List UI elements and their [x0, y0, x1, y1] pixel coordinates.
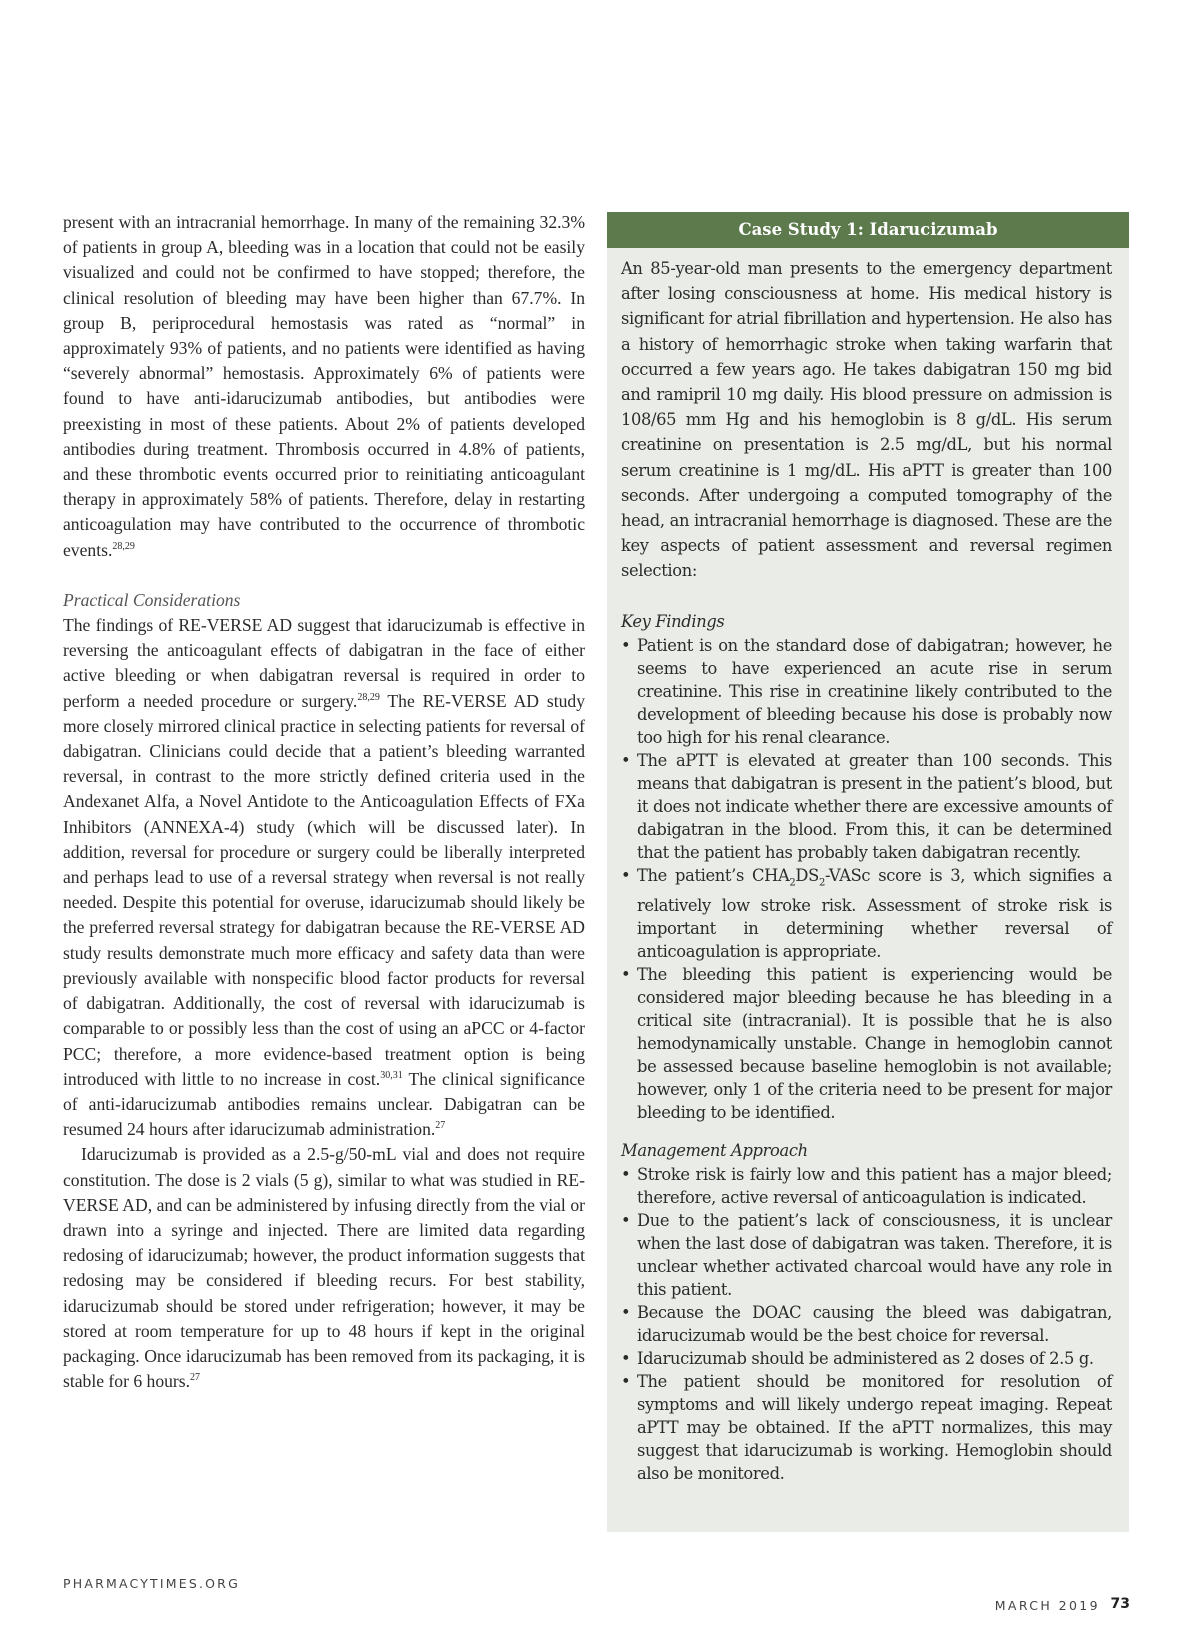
footer-issue: [995, 1598, 1100, 1613]
case-study-box: [607, 212, 1129, 1532]
key-findings-list: [621, 634, 1112, 1124]
bullet-icon: •: [621, 1303, 631, 1323]
paragraph-2-text-c: The clinical significance of anti-idarucizumab antibodies remains unclear. Dabigatran can be resumed 24 hours after idarucizumab administration.: [63, 1068, 585, 1140]
citation-ref: 28,29: [112, 540, 135, 552]
bullet-icon: •: [621, 865, 631, 885]
list-item: [621, 1370, 1112, 1485]
case-study-title: Case Study 1: Idarucizumab: [607, 212, 1129, 248]
list-item-text: DS: [795, 865, 819, 885]
list-item-text: The bleeding this patient is experiencing would be considered major bleeding because he has bleeding in a critical site (intracranial). It is possible that he is also hemodynamically unstable. Change in hemoglobin cannot be assessed because baseline hemoglobin is not available; however, only 1 of the criteria need to be present for major bleeding to be identified.: [637, 965, 1112, 1123]
paragraph-2: [63, 613, 585, 1142]
case-study-body: [607, 248, 1129, 1485]
citation-ref: 30,31: [380, 1069, 403, 1081]
paragraph-3: [63, 1142, 585, 1394]
list-item: [621, 1301, 1112, 1347]
list-item-text: The patient should be monitored for resolution of symptoms and will likely undergo repeat imaging. Repeat aPTT may be obtained. If the aPTT normalizes, this may suggest that idarucizumab is working. Hemoglobin should also be monitored.: [637, 1372, 1112, 1484]
subscript: 2: [818, 877, 825, 889]
paragraph-2-text-b: The RE-VERSE AD study more closely mirrored clinical practice in selecting patients for reversal of dabigatran. Clinicians could decide that a patient’s bleeding warranted reversal, in contrast to the more strictly defined criteria used in the Andexanet Alfa, a Novel Antidote to the Anticoagulation Effects of FXa Inhibitors (ANNEXA-4) study (which will be discussed later). In addition, reversal for procedure or surgery could be liberally interpreted and perhaps lead to use of a reversal strategy when reversal is not really needed. Despite this potential for overuse, idarucizumab should likely be the preferred reversal strategy for dabigatran because the RE-VERSE AD study results demonstrate much more efficacy and safety data than were previously available with nonspecific blood factor products for reversal of dabigatran. Additionally, the cost of reversal with idarucizumab is comparable to or possibly less than the cost of using an aPCC or 4-factor PCC; therefore, a more evidence-based treatment option is being introduced with little to no increase in cost.: [63, 690, 585, 1089]
paragraph-2-text-a: The findings of RE-VERSE AD suggest that idarucizumab is effective in reversing the anticoagulant effects of dabigatran in the face of either active bleeding or when dabigatran reversal is required in order to perform a needed procedure or surgery.: [63, 615, 585, 711]
paragraph-1: [63, 210, 585, 563]
left-column: [63, 210, 585, 1394]
footer-site: PHARMACYTIMES.ORG: [63, 1576, 240, 1591]
list-item: [621, 1347, 1112, 1370]
page-number: 73: [1110, 1596, 1130, 1612]
bullet-icon: •: [621, 750, 631, 770]
bullet-icon: •: [621, 1349, 631, 1369]
citation-ref: 28,29: [357, 691, 380, 703]
list-item: [621, 1209, 1112, 1301]
management-list: [621, 1163, 1112, 1485]
list-item-text: -VASc score is 3, which signifies a relatively low stroke risk. Assessment of stroke risk is important in determining whether reversal of anticoagulation is appropriate.: [637, 865, 1112, 962]
bullet-icon: •: [621, 1165, 631, 1185]
paragraph-3-text: Idarucizumab is provided as a 2.5-g/50-mL vial and does not require constitution. The dose is 2 vials (5 g), similar to what was studied in RE-VERSE AD, and can be administered by infusing directly from the vial or drawn into a syringe and injected. There are limited data regarding redosing of idarucizumab; however, the product information suggests that redosing may be considered if bleeding recurs. For best stability, idarucizumab should be stored under refrigeration; however, it may be stored at room temperature for up to 48 hours if kept in the original packaging. Once idarucizumab has been removed from its packaging, it is stable for 6 hours.: [63, 1144, 585, 1392]
list-item-text: Because the DOAC causing the bleed was dabigatran, idarucizumab would be the best choice for reversal.: [637, 1303, 1112, 1346]
management-heading: Management Approach: [621, 1141, 808, 1161]
list-item-text: The aPTT is elevated at greater than 100 seconds. This means that dabigatran is present in the patient’s blood, but it does not indicate whether there are excessive amounts of dabigatran in the blood. From this, it can be determined that the patient has probably taken dabigatran recently.: [637, 750, 1112, 862]
list-item: [621, 634, 1112, 749]
bullet-icon: •: [621, 1372, 631, 1392]
list-item-text: Idarucizumab should be administered as 2 doses of 2.5 g.: [637, 1349, 1094, 1369]
key-findings-heading: Key Findings: [621, 611, 725, 631]
list-item: [621, 963, 1112, 1124]
list-item-text: Patient is on the standard dose of dabigatran; however, he seems to have experienced an acute rise in serum creatinine. This rise in creatinine likely contributed to the development of bleeding because his dose is probably now too high for his renal clearance.: [637, 635, 1112, 747]
bullet-icon: •: [621, 635, 631, 655]
list-item: [621, 1163, 1112, 1209]
section-heading: Practical Considerations: [63, 589, 241, 610]
subscript: 2: [789, 877, 796, 889]
list-item-text: The patient’s CHA: [637, 865, 790, 885]
case-study-intro: An 85-year-old man presents to the emergency department after losing consciousness at home. His medical history is significant for atrial fibrillation and hypertension. He also has a history of hemorrhagic stroke when taking warfarin that occurred a few years ago. He takes dabigatran 150 mg bid and ramipril 10 mg daily. His blood pressure on admission is 108/65 mm Hg and his hemoglobin is 8 g/dL. His serum creatinine on presentation is 2.5 mg/dL, but his normal serum creatinine is 1 mg/dL. His aPTT is greater than 100 seconds. After undergoing a computed tomography of the head, an intracranial hemorrhage is diagnosed. These are the key aspects of patient assessment and reversal regimen selection:: [621, 259, 1112, 581]
citation-ref: 27: [190, 1372, 201, 1384]
bullet-icon: •: [621, 1211, 631, 1231]
list-item: [621, 749, 1112, 864]
list-item: [621, 864, 1112, 963]
list-item-text: Stroke risk is fairly low and this patient has a major bleed; therefore, active reversal of anticoagulation is indicated.: [637, 1165, 1112, 1208]
bullet-icon: •: [621, 965, 631, 985]
paragraph-1-text: present with an intracranial hemorrhage. In many of the remaining 32.3% of patients in group A, bleeding was in a location that could not be easily visualized and could not be confirmed to have stopped; therefore, the clinical resolution of bleeding may have been higher than 67.7%. In group B, periprocedural hemostasis was rated as “normal” in approximately 93% of patients, and no patients were identified as having “severely abnormal” hemostasis. Approximately 6% of patients were found to have anti-idarucizumab antibodies, but antibodies were preexisting in most of these patients. About 2% of patients developed antibodies during treatment. Thrombosis occurred in 4.8% of patients, and these thrombotic events occurred prior to reinitiating anticoagulant therapy in approximately 58% of patients. Therefore, delay in restarting anticoagulation may have contributed to the occurrence of thrombotic events.: [63, 212, 585, 560]
citation-ref: 27: [435, 1120, 446, 1132]
list-item-text: Due to the patient’s lack of consciousness, it is unclear when the last dose of dabigatran was taken. Therefore, it is unclear whether activated charcoal would have any role in this patient.: [637, 1211, 1112, 1300]
footer-issue-text: MARCH 2019: [994, 1598, 1100, 1613]
